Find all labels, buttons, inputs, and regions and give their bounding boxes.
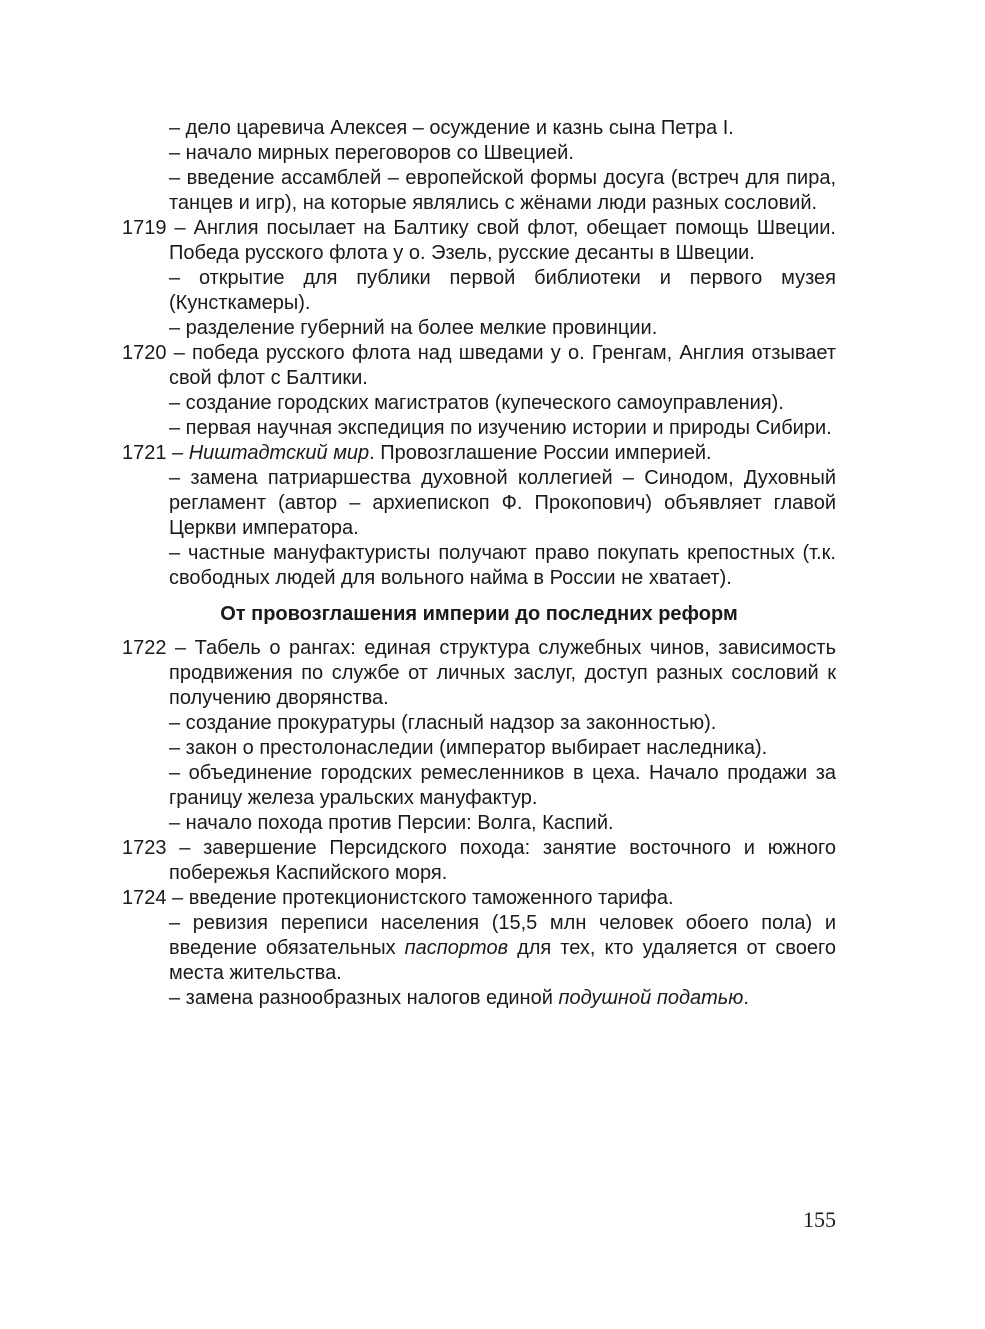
section-heading: От провозглашения империи до последних реформ	[220, 603, 738, 625]
paragraph-census-prefix: – ревизия переписи населения (15,5 млн человек обоего пола) и введение обязательных	[169, 912, 836, 959]
paragraph-poll-tax	[169, 986, 836, 1011]
page-number: 155	[803, 1207, 836, 1232]
page-text	[122, 116, 836, 1011]
entry-1721	[122, 441, 836, 466]
entry-1721-italic: Ништадтский мир	[188, 442, 370, 464]
paragraph-guilds: – объединение городских ремесленников в цеха. Начало продажи за границу железа уральских мануфактур.	[169, 762, 836, 809]
entry-1721-suffix: . Провозглашение России империей.	[369, 442, 712, 464]
paragraph-poll-tax-prefix: – замена разнообразных налогов единой	[169, 987, 559, 1009]
entry-1724: 1724 – введение протекционистского таможенного тарифа.	[122, 887, 674, 909]
paragraph-assemblies: – введение ассамблей – европейской формы досуга (встреч для пира, танцев и игр), на которые являлись с жёнами люди разных сословий.	[169, 167, 836, 214]
entry-1719: 1719 – Англия посылает на Балтику свой флот, обещает помощь Швеции. Победа русского флота у о. Эзель, русские десанты в Швеции.	[122, 217, 836, 264]
paragraph-expedition: – первая научная экспедиция по изучению истории и природы Сибири.	[169, 417, 832, 439]
entry-1723: 1723 – завершение Персидского похода: занятие восточного и южного побережья Каспийского моря.	[122, 837, 836, 884]
paragraph-poll-tax-italic: подушной податью	[558, 987, 744, 1009]
entry-1721-prefix: 1721 –	[122, 442, 189, 464]
paragraph-poll-tax-suffix: .	[743, 987, 749, 1009]
paragraph-alexei-case: – дело царевича Алексея – осуждение и казнь сына Петра I.	[169, 117, 734, 139]
paragraph-peace-talks: – начало мирных переговоров со Швецией.	[169, 142, 574, 164]
paragraph-prosecutor: – создание прокуратуры (гласный надзор за законностью).	[169, 712, 717, 734]
entry-1722: 1722 – Табель о рангах: единая структура служебных чинов, зависимость продвижения по службе от личных заслуг, доступ разных сословий к получению дворянства.	[122, 637, 836, 709]
paragraph-provinces: – разделение губерний на более мелкие провинции.	[169, 317, 658, 339]
paragraph-library-museum: – открытие для публики первой библиотеки и первого музея (Кунсткамеры).	[169, 267, 836, 314]
paragraph-synod: – замена патриаршества духовной коллегией – Синодом, Духовный регламент (автор – архиепископ Ф. Прокопович) объявляет главой Церкви императора.	[169, 467, 836, 539]
paragraph-census	[169, 911, 836, 986]
entry-1720: 1720 – победа русского флота над шведами у о. Гренгам, Англия отзывает свой флот с Балтики.	[122, 342, 836, 389]
paragraph-serfs: – частные мануфактуристы получают право покупать крепостных (т.к. свободных людей для вольного найма в России не хватает).	[169, 542, 836, 589]
paragraph-census-italic: паспортов	[404, 937, 509, 959]
paragraph-succession: – закон о престолонаследии (император выбирает наследника).	[169, 737, 768, 759]
paragraph-persia-campaign: – начало похода против Персии: Волга, Каспий.	[169, 812, 614, 834]
paragraph-magistrates: – создание городских магистратов (купеческого самоуправления).	[169, 392, 784, 414]
paragraph-census-suffix: для тех, кто удаляется от своего места жительства.	[169, 937, 836, 984]
